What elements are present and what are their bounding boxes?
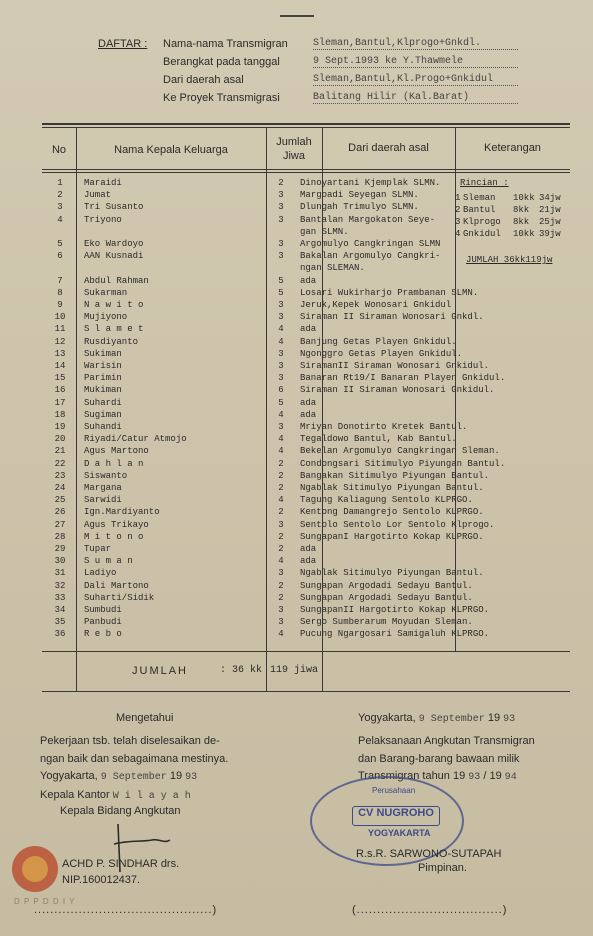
rincian-n: 3 xyxy=(455,217,461,227)
table-row xyxy=(42,422,570,434)
row-name: Sukarman xyxy=(84,287,128,298)
row-no: 17 xyxy=(54,397,66,408)
row-name: Maraidi xyxy=(84,178,122,188)
tahun-b: 94 xyxy=(504,772,517,783)
header-asal: Dari daerah asal xyxy=(348,142,429,154)
row-name: Triyono xyxy=(84,214,122,225)
row-name: Agus Trikayo xyxy=(84,519,149,530)
row-name: R e b o xyxy=(84,629,122,640)
row-jiwa: 2 xyxy=(278,544,284,554)
stamp-name: CV NUGROHO xyxy=(352,806,440,826)
row-name: Abdul Rahman xyxy=(84,275,149,286)
header-label: Ke Proyek Transmigrasi xyxy=(163,92,280,104)
row-name: AAN Kusnadi xyxy=(84,251,144,262)
row-no: 23 xyxy=(54,470,66,481)
row-jiwa: 2 xyxy=(278,483,284,493)
row-jiwa: 4 xyxy=(278,495,284,506)
sum-jiwa: 119 jiwa xyxy=(270,665,319,676)
rincian-place: Sleman xyxy=(463,193,496,203)
row-name: Rusdiyanto xyxy=(84,336,139,347)
row-name: Agus Martono xyxy=(84,446,149,457)
row-name: Suhardi xyxy=(84,397,122,408)
rincian-n: 2 xyxy=(455,205,461,215)
sum-kk: : 36 kk xyxy=(220,665,263,676)
bottom-right-bracket: (....................................) xyxy=(352,904,508,916)
row-jiwa: 3 xyxy=(278,214,284,225)
table-row xyxy=(42,617,570,629)
row-asal: Condongsari Sitimulyo Piyungan Bantul. xyxy=(300,458,506,469)
footer-left-kantor xyxy=(40,789,191,802)
row-jiwa: 3 xyxy=(278,373,284,384)
table-row xyxy=(42,324,570,336)
row-jiwa: 3 xyxy=(278,348,284,359)
table-rule xyxy=(42,127,570,128)
row-name: Mukiman xyxy=(84,385,122,396)
row-name: Tri Susanto xyxy=(84,202,144,213)
table-row xyxy=(42,459,570,471)
table-rule xyxy=(42,172,570,173)
table-row xyxy=(42,507,570,519)
row-name: Warisin xyxy=(84,361,122,371)
table-row xyxy=(42,495,570,507)
row-no: 19 xyxy=(54,422,66,432)
row-jiwa: 2 xyxy=(278,458,284,469)
row-asal: Siraman II Siraman Wonosari Gnkidul. xyxy=(300,385,495,396)
row-no: 13 xyxy=(54,348,66,359)
table-row xyxy=(42,483,570,495)
row-asal: Dlungah Trimulyo SLMN. xyxy=(300,202,419,213)
mengetahui-title: Mengetahui xyxy=(116,712,174,724)
row-no: 35 xyxy=(54,617,66,628)
rincian-n: 4 xyxy=(455,229,461,239)
row-no: 16 xyxy=(54,385,66,396)
rincian-title: Rincian : xyxy=(460,178,509,188)
row-no: 5 xyxy=(57,239,63,249)
header-value: Sleman,Bantul,Kl.Progo+Gnkidul xyxy=(313,74,518,86)
tahun-a: 93 xyxy=(468,772,481,783)
row-asal: Losari Wukirharjo Prambanan SLMN. xyxy=(300,287,479,298)
row-jiwa: 3 xyxy=(278,190,284,201)
row-no: 27 xyxy=(54,519,66,530)
year-fill: 93 xyxy=(503,714,516,725)
row-jiwa: 3 xyxy=(278,617,284,628)
signer-left-name: ACHD P. SINDHAR drs. xyxy=(62,858,180,870)
row-jiwa: 3 xyxy=(278,605,284,615)
row-name: Sarwidi xyxy=(84,495,122,506)
table-row xyxy=(42,373,570,385)
rincian-place: Klprogo xyxy=(463,217,501,227)
date-prefix: Yogyakarta, xyxy=(358,712,416,724)
row-asal: Tagung Kaliagung Sentolo KLPRGO. xyxy=(300,495,473,506)
row-asal: ngan SLEMAN. xyxy=(300,263,365,274)
row-no: 18 xyxy=(54,409,66,420)
table-row xyxy=(42,568,570,580)
row-jiwa: 4 xyxy=(278,629,284,640)
row-asal: Bantalan Margokaton Seye- xyxy=(300,214,436,225)
row-jiwa: 4 xyxy=(278,336,284,347)
year-prefix: 19 xyxy=(169,770,183,782)
date-fill: 9 September xyxy=(100,772,167,783)
stamp-city: YOGYAKARTA xyxy=(368,828,431,838)
row-asal: Dinoyartani Kjemplak SLMN. xyxy=(300,178,441,188)
rincian-jw: 39jw xyxy=(539,229,561,239)
row-asal: SiramanII Siraman Wonosari Gnkidul. xyxy=(300,361,490,371)
row-asal: Sergo Sumberarum Moyudan Sleman. xyxy=(300,617,473,628)
row-jiwa: 4 xyxy=(278,324,284,335)
bottom-left-bracket: ............................................) xyxy=(34,904,218,916)
row-jiwa: 4 xyxy=(278,446,284,457)
row-asal: SungapanII Hargotirto Kokap KLPRGO. xyxy=(300,605,490,615)
table-rule xyxy=(42,691,570,692)
row-name: Mujiyono xyxy=(84,312,128,323)
table-row xyxy=(42,288,570,300)
rincian-total: JUMLAH 36kk119jw xyxy=(466,255,553,265)
rincian-kk: 8kk xyxy=(513,217,530,227)
header-nama: Nama Kepala Keluarga xyxy=(114,144,228,156)
footer-right-line1: Pelaksanaan Angkutan Transmigran xyxy=(358,735,535,747)
header-value: Sleman,Bantul,Klprogo+Gnkdl. xyxy=(313,38,518,50)
footer-left-line2: ngan baik dan sebagaimana mestinya. xyxy=(40,753,229,765)
row-asal: Sungapan Argodadi Sedayu Bantul. xyxy=(300,580,473,591)
row-asal: Ngonggro Getas Playen Gnkidul. xyxy=(300,348,463,359)
row-no: 31 xyxy=(54,568,66,579)
row-asal: ada xyxy=(300,544,317,554)
row-asal: gan SLMN. xyxy=(300,226,349,237)
row-no: 15 xyxy=(54,373,66,384)
row-asal: Tegaldowo Bantul, Kab Bantul. xyxy=(300,434,457,445)
table-rule xyxy=(42,651,570,652)
table-row xyxy=(42,593,570,605)
table-row xyxy=(42,385,570,397)
bracket-open: ( xyxy=(352,904,357,916)
row-no: 6 xyxy=(57,251,63,262)
row-jiwa: 3 xyxy=(278,251,284,262)
date-fill: 9 September xyxy=(418,714,485,725)
row-jiwa: 3 xyxy=(278,239,284,249)
archive-watermark: D P P D D I Y xyxy=(14,897,76,906)
rincian-jw: 25jw xyxy=(539,217,561,227)
row-asal: SungapanI Hargotirto Kokap KLPRGO. xyxy=(300,531,484,542)
row-jiwa: 3 xyxy=(278,202,284,213)
rincian-kk: 8kk xyxy=(513,205,530,215)
rincian-n: 1 xyxy=(455,193,461,203)
row-no: 12 xyxy=(54,336,66,347)
row-asal: Banaran Rt19/I Banaran Playen Gnkidul. xyxy=(300,373,506,384)
header-value: Balitang Hilir (Kal.Barat) xyxy=(313,92,518,104)
row-name: Ladiyo xyxy=(84,568,117,579)
row-name: Suharti/Sidik xyxy=(84,592,155,603)
kantor-label: Kepala Kantor xyxy=(40,789,110,801)
row-no: 14 xyxy=(54,361,66,371)
table-row xyxy=(42,544,570,556)
row-jiwa: 3 xyxy=(278,361,284,371)
row-name: Panbudi xyxy=(84,617,122,628)
table-row xyxy=(42,581,570,593)
row-jiwa: 6 xyxy=(278,385,284,396)
table-rule xyxy=(42,123,570,125)
row-no: 33 xyxy=(54,592,66,603)
row-jiwa: 4 xyxy=(278,556,284,567)
row-name: S u m a n xyxy=(84,556,133,567)
row-asal: ada xyxy=(300,275,317,286)
table-row xyxy=(42,312,570,324)
table-row xyxy=(42,629,570,641)
top-mark xyxy=(280,15,314,17)
daftar-label: DAFTAR : xyxy=(98,38,148,50)
table-row xyxy=(42,605,570,617)
header-label: Berangkat pada tanggal xyxy=(163,56,280,68)
row-no: 10 xyxy=(54,312,66,323)
row-asal: ada xyxy=(300,324,317,335)
row-no: 7 xyxy=(57,275,63,286)
table-row xyxy=(42,532,570,544)
row-name: Ign.Mardiyanto xyxy=(84,507,160,518)
row-name: Suhandi xyxy=(84,422,122,432)
row-no: 21 xyxy=(54,446,66,457)
row-jiwa: 5 xyxy=(278,275,284,286)
row-jiwa: 5 xyxy=(278,287,284,298)
row-jiwa: 2 xyxy=(278,178,284,188)
row-asal: ada xyxy=(300,556,317,567)
archive-logo-inner-icon xyxy=(22,856,48,882)
header-keterangan: Keterangan xyxy=(484,142,541,154)
row-asal: Mriyan Donotirto Kretek Bantul. xyxy=(300,422,468,432)
row-jiwa: 4 xyxy=(278,434,284,445)
row-name: N a w i t o xyxy=(84,300,144,310)
row-name: S l a m e t xyxy=(84,324,144,335)
row-no: 3 xyxy=(57,202,63,213)
row-jiwa: 2 xyxy=(278,470,284,481)
row-jiwa: 3 xyxy=(278,312,284,323)
row-no: 8 xyxy=(57,287,63,298)
row-asal: Margoadi Seyegan SLMN. xyxy=(300,190,419,201)
row-asal: Bangakan Sitimulyo Piyungan Bantul. xyxy=(300,470,490,481)
row-no: 36 xyxy=(54,629,66,640)
kantor-fill: W i l a y a h xyxy=(112,791,191,802)
row-asal: Jeruk,Kepek Wonosari Gnkidul xyxy=(300,300,452,310)
header-label: Nama-nama Transmigran xyxy=(163,38,288,50)
transmigrant-table xyxy=(42,123,570,693)
row-jiwa: 2 xyxy=(278,507,284,518)
table-row xyxy=(42,349,570,361)
footer-left-line1: Pekerjaan tsb. telah diselesaikan de- xyxy=(40,735,220,747)
row-no: 1 xyxy=(57,178,63,188)
row-jiwa: 4 xyxy=(278,409,284,420)
table-row xyxy=(42,276,570,288)
row-asal: ada xyxy=(300,409,317,420)
row-asal: Ngablak Sitimulyo Piyungan Bantul. xyxy=(300,483,484,493)
row-asal: Argomulyo Cangkringan SLMN xyxy=(300,239,441,249)
rincian-place: Bantul xyxy=(463,205,496,215)
row-name: Parimin xyxy=(84,373,122,384)
table-row xyxy=(42,410,570,422)
table-row xyxy=(42,337,570,349)
row-name: Margana xyxy=(84,483,122,493)
bracket-close: ) xyxy=(212,904,218,916)
row-no: 24 xyxy=(54,483,66,493)
tahun-label: Transmigran tahun 19 xyxy=(358,770,466,782)
row-no: 20 xyxy=(54,434,66,445)
row-no: 32 xyxy=(54,580,66,591)
row-asal: Sentolo Sentolo Lor Sentolo Klprogo. xyxy=(300,519,495,530)
row-asal: Siraman II Siraman Wonosari Gnkdl. xyxy=(300,312,484,323)
row-no: 30 xyxy=(54,556,66,567)
row-name: Jumat xyxy=(84,190,112,201)
row-name: D a h l a n xyxy=(84,458,144,469)
header-label: Dari daerah asal xyxy=(163,74,244,86)
row-name: Sukiman xyxy=(84,348,122,359)
row-no: 25 xyxy=(54,495,66,506)
row-asal: Bakalan Argomulyo Cangkri- xyxy=(300,251,441,262)
signer-right-role: Pimpinan. xyxy=(418,862,467,874)
rincian-jw: 34jw xyxy=(539,193,561,203)
row-jiwa: 2 xyxy=(278,531,284,542)
row-name: Sumbudi xyxy=(84,605,122,615)
row-asal: Kentong Damangrejo Sentolo KLPRGO. xyxy=(300,507,484,518)
row-jiwa: 3 xyxy=(278,300,284,310)
rincian-kk: 10kk xyxy=(513,193,535,203)
row-asal: Bekelan Argomulyo Cangkringan Sleman. xyxy=(300,446,500,457)
rincian-kk: 10kk xyxy=(513,229,535,239)
row-jiwa: 5 xyxy=(278,397,284,408)
footer-right-date xyxy=(358,712,515,725)
rincian-place: Gnkidul xyxy=(463,229,501,239)
signer-left-nip: NIP.160012437. xyxy=(62,874,141,886)
row-asal: Banjung Getas Playen Gnkidul. xyxy=(300,336,457,347)
row-name: Sugiman xyxy=(84,409,122,420)
row-jiwa: 2 xyxy=(278,580,284,591)
header-value: 9 Sept.1993 ke Y.Thawmele xyxy=(313,56,518,68)
row-name: Eko Wardoyo xyxy=(84,239,144,249)
row-asal: ada xyxy=(300,397,317,408)
year-prefix: 19 xyxy=(487,712,501,724)
rincian-jw: 21jw xyxy=(539,205,561,215)
row-no: 22 xyxy=(54,458,66,469)
table-rule xyxy=(42,169,570,170)
stamp-top-text: Perusahaan xyxy=(372,786,416,795)
footer-left-date xyxy=(40,770,197,783)
table-row xyxy=(42,263,570,275)
row-name: Tupar xyxy=(84,544,112,554)
table-row xyxy=(42,471,570,483)
header-jumlah: Jumlah Jiwa xyxy=(276,136,312,162)
table-row xyxy=(42,556,570,568)
bracket-close: ) xyxy=(502,904,508,916)
row-no: 34 xyxy=(54,605,66,615)
table-row xyxy=(42,398,570,410)
row-jiwa: 3 xyxy=(278,568,284,579)
row-no: 29 xyxy=(54,544,66,554)
row-name: Siswanto xyxy=(84,470,128,481)
table-row xyxy=(42,520,570,532)
row-name: Dali Martono xyxy=(84,580,149,591)
row-asal: Sungapan Argodadi Sedayu Bantul. xyxy=(300,592,473,603)
row-name: M i t o n o xyxy=(84,531,144,542)
table-row xyxy=(42,434,570,446)
row-no: 9 xyxy=(57,300,63,310)
footer-right-line2: dan Barang-barang bawaan milik xyxy=(358,753,520,765)
table-row xyxy=(42,446,570,458)
row-no: 28 xyxy=(54,531,66,542)
tahun-sep: / 19 xyxy=(483,770,502,782)
row-no: 4 xyxy=(57,214,63,225)
table-row xyxy=(42,239,570,251)
row-no: 11 xyxy=(54,324,66,335)
header-no: No xyxy=(51,144,67,156)
row-asal: Pucung Ngargosari Samigaluh KLPRGO. xyxy=(300,629,490,640)
row-name: Riyadi/Catur Atmojo xyxy=(84,434,187,445)
sum-label: JUMLAH xyxy=(132,665,189,677)
row-jiwa: 3 xyxy=(278,422,284,432)
table-row xyxy=(42,361,570,373)
year-fill: 93 xyxy=(185,772,198,783)
table-row xyxy=(42,300,570,312)
row-asal: Ngablak Sitimulyo Piyungan Bantul. xyxy=(300,568,484,579)
row-no: 26 xyxy=(54,507,66,518)
signer-right-name: R.s.R. SARWONO-SUTAPAH xyxy=(356,848,502,860)
row-jiwa: 2 xyxy=(278,592,284,603)
row-jiwa: 3 xyxy=(278,519,284,530)
date-prefix: Yogyakarta, xyxy=(40,770,98,782)
row-no: 2 xyxy=(57,190,63,201)
bidang-text: Kepala Bidang Angkutan xyxy=(60,805,181,817)
